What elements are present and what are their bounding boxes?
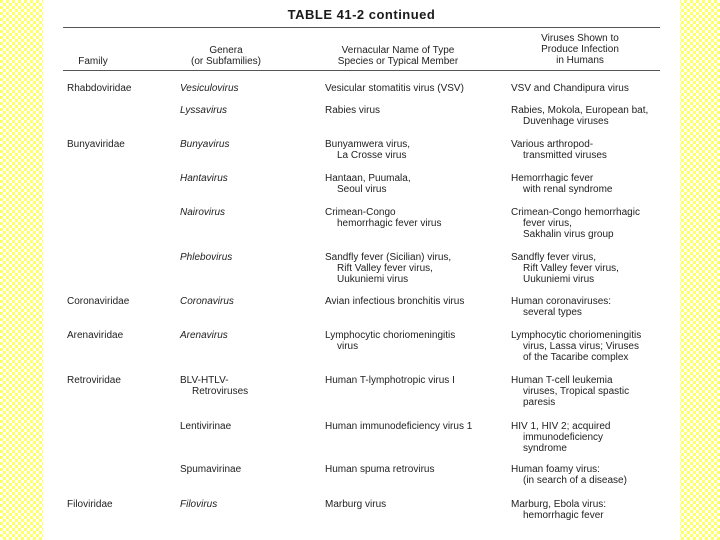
cell-type <box>325 105 380 116</box>
cell-type <box>325 207 441 229</box>
cell-type-line: Crimean-Congo <box>325 207 396 218</box>
header-genera <box>171 45 281 67</box>
cell-type-line: Uukuniemi virus <box>337 274 409 285</box>
cell-human-line: Various arthropod- <box>511 139 594 150</box>
header-viruses-line-1: Viruses Shown to <box>541 33 619 44</box>
cell-human-line: VSV and Chandipura virus <box>511 83 629 94</box>
cell-genus-line: Retroviruses <box>192 386 249 397</box>
cell-human-line: paresis <box>523 397 556 408</box>
header-rule <box>63 70 660 71</box>
cell-type <box>325 330 455 352</box>
cell-human <box>511 296 611 318</box>
cell-genus <box>180 421 231 432</box>
header-vernacular <box>313 45 483 67</box>
cell-genus <box>180 296 234 307</box>
cell-family-line: Coronaviridae <box>67 296 130 307</box>
cell-family <box>67 139 125 150</box>
cell-human-line: virus, Lassa virus; Viruses <box>523 341 639 352</box>
cell-type <box>325 375 455 386</box>
cell-type-line: Rift Valley fever virus, <box>337 263 433 274</box>
cell-genus-line: Bunyavirus <box>180 139 230 150</box>
cell-family-line: Arenaviridae <box>67 330 124 341</box>
cell-family-line: Filoviridae <box>67 499 113 510</box>
cell-human-line: HIV 1, HIV 2; acquired <box>511 421 611 432</box>
cell-human-line: (in search of a disease) <box>523 475 627 486</box>
cell-human-line: of the Tacaribe complex <box>523 352 629 363</box>
cell-human-line: Human foamy virus: <box>511 464 600 475</box>
cell-human-line: Human coronaviruses: <box>511 296 612 307</box>
cell-type <box>325 139 410 161</box>
cell-human <box>511 499 606 521</box>
cell-human-line: Rabies, Mokola, European bat, <box>511 105 649 116</box>
title-rule <box>63 27 660 28</box>
cell-type-line: Hantaan, Puumala, <box>325 173 411 184</box>
cell-genus <box>180 375 248 397</box>
cell-genus <box>180 330 228 341</box>
cell-type-line: La Crosse virus <box>337 150 407 161</box>
cell-type <box>325 464 434 475</box>
cell-human-line: with renal syndrome <box>523 184 613 195</box>
cell-human <box>511 105 648 127</box>
cell-family <box>67 296 129 307</box>
cell-type-line: virus <box>337 341 359 352</box>
header-viruses-line-3: in Humans <box>556 55 604 66</box>
cell-human <box>511 139 607 161</box>
cell-family <box>67 375 121 386</box>
cell-genus-line: Vesiculovirus <box>180 83 239 94</box>
cell-human <box>511 207 640 240</box>
header-family: Family <box>78 56 108 67</box>
header-viruses-line-2: Produce Infection <box>541 44 619 55</box>
cell-type-line: Human spuma retrovirus <box>325 464 435 475</box>
header-genera-line-1: Genera <box>209 45 243 56</box>
header-vernacular-line-1: Vernacular Name of Type <box>341 45 455 56</box>
cell-family-line: Rhabdoviridae <box>67 83 132 94</box>
cell-genus <box>180 252 232 263</box>
cell-human <box>511 252 619 285</box>
cell-human-line: fever virus, <box>523 218 572 229</box>
cell-human-line: immunodeficiency <box>523 432 604 443</box>
cell-human-line: transmitted viruses <box>523 150 607 161</box>
cell-genus <box>180 105 227 116</box>
cell-genus-line: Lyssavirus <box>180 105 228 116</box>
cell-genus-line: BLV-HTLV- <box>180 375 229 386</box>
cell-family <box>67 83 132 94</box>
cell-human-line: Sandfly fever virus, <box>511 252 597 263</box>
cell-type-line: Vesicular stomatitis virus (VSV) <box>325 83 464 94</box>
cell-human-line: hemorrhagic fever <box>523 510 604 521</box>
table-title: TABLE 41-2 continued <box>287 7 436 22</box>
cell-genus-line: Lentivirinae <box>180 421 232 432</box>
cell-human-line: several types <box>523 307 582 318</box>
cell-genus-line: Phlebovirus <box>180 252 233 263</box>
cell-family-line: Retroviridae <box>67 375 121 386</box>
cell-genus <box>180 207 225 218</box>
cell-type-line: Avian infectious bronchitis virus <box>325 296 465 307</box>
cell-type <box>325 296 464 307</box>
cell-human <box>511 173 612 195</box>
cell-type-line: Bunyamwera virus, <box>325 139 411 150</box>
cell-type <box>325 499 386 510</box>
cell-human <box>511 83 629 94</box>
cell-human-line: Rift Valley fever virus, <box>523 263 619 274</box>
cell-human-line: Lymphocytic choriomeningitis <box>511 330 642 341</box>
cell-family-line: Bunyaviridae <box>67 139 125 150</box>
cell-human-line: syndrome <box>523 443 567 454</box>
cell-type-line: hemorrhagic fever virus <box>337 218 442 229</box>
cell-genus-line: Coronavirus <box>180 296 234 307</box>
cell-type-line: Rabies virus <box>325 105 381 116</box>
header-viruses <box>515 33 645 66</box>
cell-type-line: Sandfly fever (Sicilian) virus, <box>325 252 452 263</box>
cell-human <box>511 330 641 363</box>
cell-genus <box>180 83 239 94</box>
cell-type <box>325 421 472 432</box>
cell-human <box>511 421 611 454</box>
cell-type-line: Human T-lymphotropic virus I <box>325 375 455 386</box>
cell-genus <box>180 139 229 150</box>
cell-type-line: Marburg virus <box>325 499 387 510</box>
cell-human-line: Uukuniemi virus <box>523 274 595 285</box>
cell-genus <box>180 464 241 475</box>
cell-genus-line: Spumavirinae <box>180 464 242 475</box>
cell-type <box>325 252 451 285</box>
cell-genus <box>180 499 217 510</box>
cell-human-line: Marburg, Ebola virus: <box>511 499 607 510</box>
cell-genus-line: Hantavirus <box>180 173 228 184</box>
cell-human-line: Crimean-Congo hemorrhagic <box>511 207 640 218</box>
cell-human-line: viruses, Tropical spastic <box>523 386 630 397</box>
cell-genus-line: Nairovirus <box>180 207 226 218</box>
cell-family <box>67 499 113 510</box>
cell-genus-line: Arenavirus <box>180 330 228 341</box>
cell-human <box>511 464 627 486</box>
cell-human-line: Hemorrhagic fever <box>511 173 594 184</box>
cell-type-line: Lymphocytic choriomeningitis <box>325 330 456 341</box>
cell-genus <box>180 173 228 184</box>
cell-type <box>325 173 411 195</box>
cell-human <box>511 375 629 408</box>
cell-family <box>67 330 123 341</box>
cell-type-line: Seoul virus <box>337 184 387 195</box>
cell-genus-line: Filovirus <box>180 499 218 510</box>
cell-type-line: Human immunodeficiency virus 1 <box>325 421 473 432</box>
cell-human-line: Duvenhage viruses <box>523 116 609 127</box>
cell-type <box>325 83 464 94</box>
table-page <box>43 0 680 540</box>
cell-human-line: Sakhalin virus group <box>523 229 614 240</box>
cell-human-line: Human T-cell leukemia <box>511 375 613 386</box>
header-vernacular-line-2: Species or Typical Member <box>337 56 459 67</box>
header-genera-line-2: (or Subfamilies) <box>190 56 262 67</box>
